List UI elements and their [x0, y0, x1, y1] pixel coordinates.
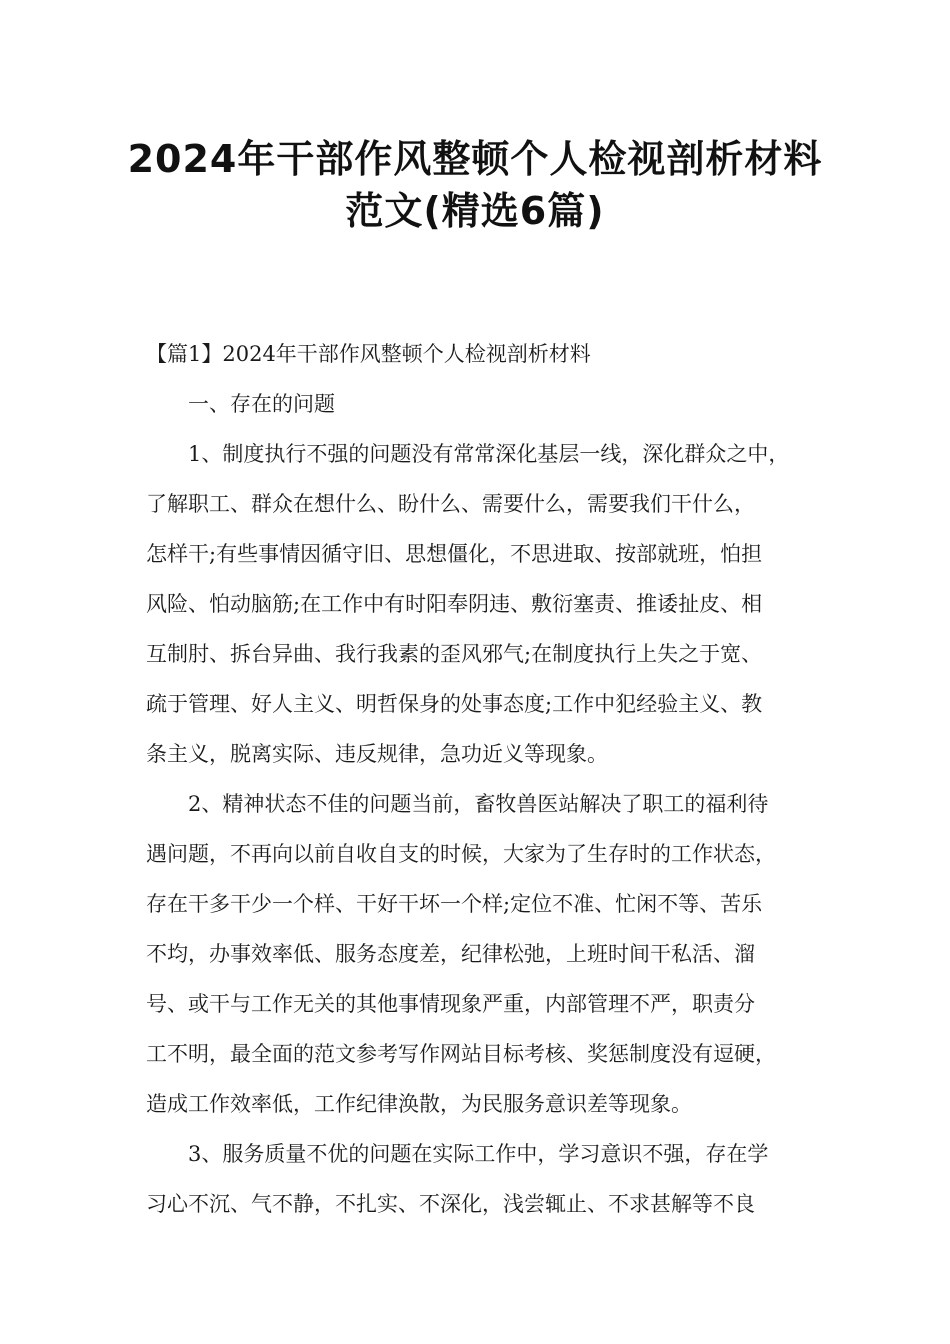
paragraph-line: 1、制度执行不强的问题没有常常深化基层一线，深化群众之中，: [188, 442, 790, 466]
paragraph-line: 号、或干与工作无关的其他事情现象严重，内部管理不严，职责分: [146, 992, 755, 1016]
paragraph-line: 遇问题，不再向以前自收自支的时候，大家为了生存时的工作状态，: [146, 842, 776, 866]
paragraph-line: 存在干多干少一个样、干好干坏一个样;定位不准、忙闲不等、苦乐: [146, 892, 763, 916]
paragraph-line: 3、服务质量不优的问题在实际工作中，学习意识不强，存在学: [188, 1142, 769, 1166]
paragraph-line: 2、精神状态不佳的问题当前，畜牧兽医站解决了职工的福利待: [188, 792, 769, 816]
document-title-line-1: 2024年干部作风整顿个人检视剖析材料: [127, 137, 823, 181]
document-title-line-2: 范文(精选6篇): [345, 189, 605, 233]
paragraph-line: 疏于管理、好人主义、明哲保身的处事态度;工作中犯经验主义、教: [146, 692, 763, 716]
section-heading: 【篇1】2024年干部作风整顿个人检视剖析材料: [146, 342, 591, 366]
paragraph-line: 工不明，最全面的范文参考写作网站目标考核、奖惩制度没有逗硬，: [146, 1042, 776, 1066]
paragraph-line: 习心不沉、气不静，不扎实、不深化，浅尝辄止、不求甚解等不良: [146, 1192, 755, 1216]
paragraph-line: 不均，办事效率低、服务态度差，纪律松弛，上班时间干私活、溜: [146, 942, 755, 966]
paragraph-line: 条主义，脱离实际、违反规律，急功近义等现象。: [146, 742, 608, 766]
subheading: 一、存在的问题: [188, 392, 335, 416]
paragraph-line: 怎样干;有些事情因循守旧、思想僵化，不思进取、按部就班，怕担: [146, 542, 763, 566]
paragraph-line: 造成工作效率低，工作纪律涣散，为民服务意识差等现象。: [146, 1092, 692, 1116]
paragraph-line: 互制肘、拆台异曲、我行我素的歪风邪气;在制度执行上失之于宽、: [146, 642, 763, 666]
paragraph-line: 了解职工、群众在想什么、盼什么、需要什么，需要我们干什么，: [146, 492, 755, 516]
paragraph-line: 风险、怕动脑筋;在工作中有时阳奉阴违、敷衍塞责、推诿扯皮、相: [146, 592, 763, 616]
